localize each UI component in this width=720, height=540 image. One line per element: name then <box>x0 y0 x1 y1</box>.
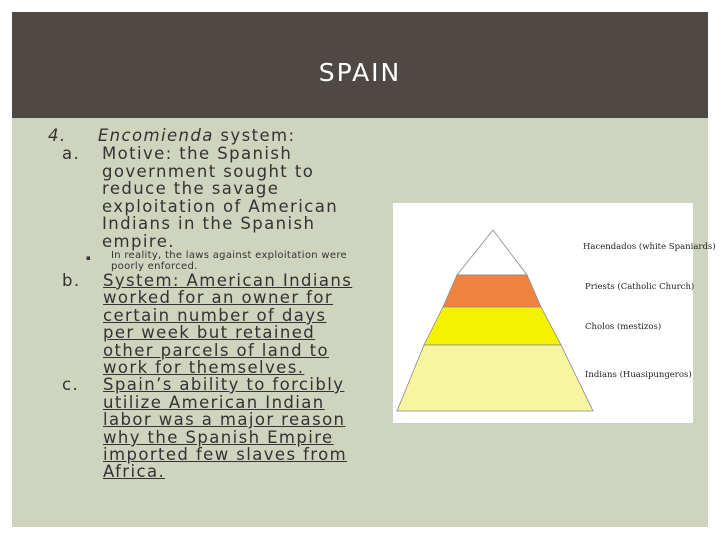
item-b-marker: b. <box>62 271 81 290</box>
item-a-marker: a. <box>62 144 81 163</box>
heading-label: Encomienda <box>97 126 214 145</box>
item-c-line: why the Spanish Empire <box>103 428 334 447</box>
item-a-line: Indians in the Spanish <box>102 214 316 233</box>
pyramid-label-cholos: Cholos (mestizos) <box>585 322 662 332</box>
item-b-line: System: American Indians <box>103 271 353 290</box>
item-c-line: labor was a major reason <box>103 410 346 429</box>
pyramid-label-priests: Priests (Catholic Church) <box>585 282 695 292</box>
pyramid-label-hacendados: Hacendados (white Spaniards) <box>583 242 716 252</box>
item-c-marker: c. <box>62 375 80 394</box>
heading-rest: system: <box>220 126 296 145</box>
item-a-line: exploitation of American <box>102 197 339 216</box>
item-b-line: other parcels of land to <box>103 341 330 360</box>
item-c-line: utilize American Indian <box>103 393 325 412</box>
sub-bullet-marker: ▪ <box>86 254 93 262</box>
item-c-line: imported few slaves from <box>103 445 348 464</box>
heading-number: 4. <box>48 126 67 145</box>
pyramid-tier-cholos <box>424 307 561 345</box>
pyramid-tier-hacendados <box>457 230 527 275</box>
pyramid-tier-indians <box>397 345 593 411</box>
item-a-line: Motive: the Spanish <box>102 144 293 163</box>
item-a-line: government sought to <box>102 162 315 181</box>
item-b-line: worked for an owner for <box>103 288 334 307</box>
pyramid-tier-priests <box>443 275 541 307</box>
pyramid-svg <box>393 203 716 423</box>
item-a-line: reduce the savage <box>102 179 280 198</box>
pyramid-label-indians: Indians (Huasipungeros) <box>585 370 692 380</box>
item-b-line: certain number of days <box>103 306 327 325</box>
sub-bullet-line: poorly enforced. <box>111 261 198 272</box>
item-c-line: Africa. <box>103 462 166 481</box>
sub-bullet-line: In reality, the laws against exploitation were <box>111 250 347 261</box>
slide-title: SPAIN <box>318 58 402 87</box>
item-b-line: per week but retained <box>103 323 316 342</box>
item-a-line: empire. <box>102 232 175 251</box>
item-c-line: Spain’s ability to forcibly <box>103 375 345 394</box>
section-heading <box>48 127 295 145</box>
social-pyramid-figure <box>393 203 716 423</box>
item-b-line: work for themselves. <box>103 358 305 377</box>
title-bar <box>12 12 708 118</box>
